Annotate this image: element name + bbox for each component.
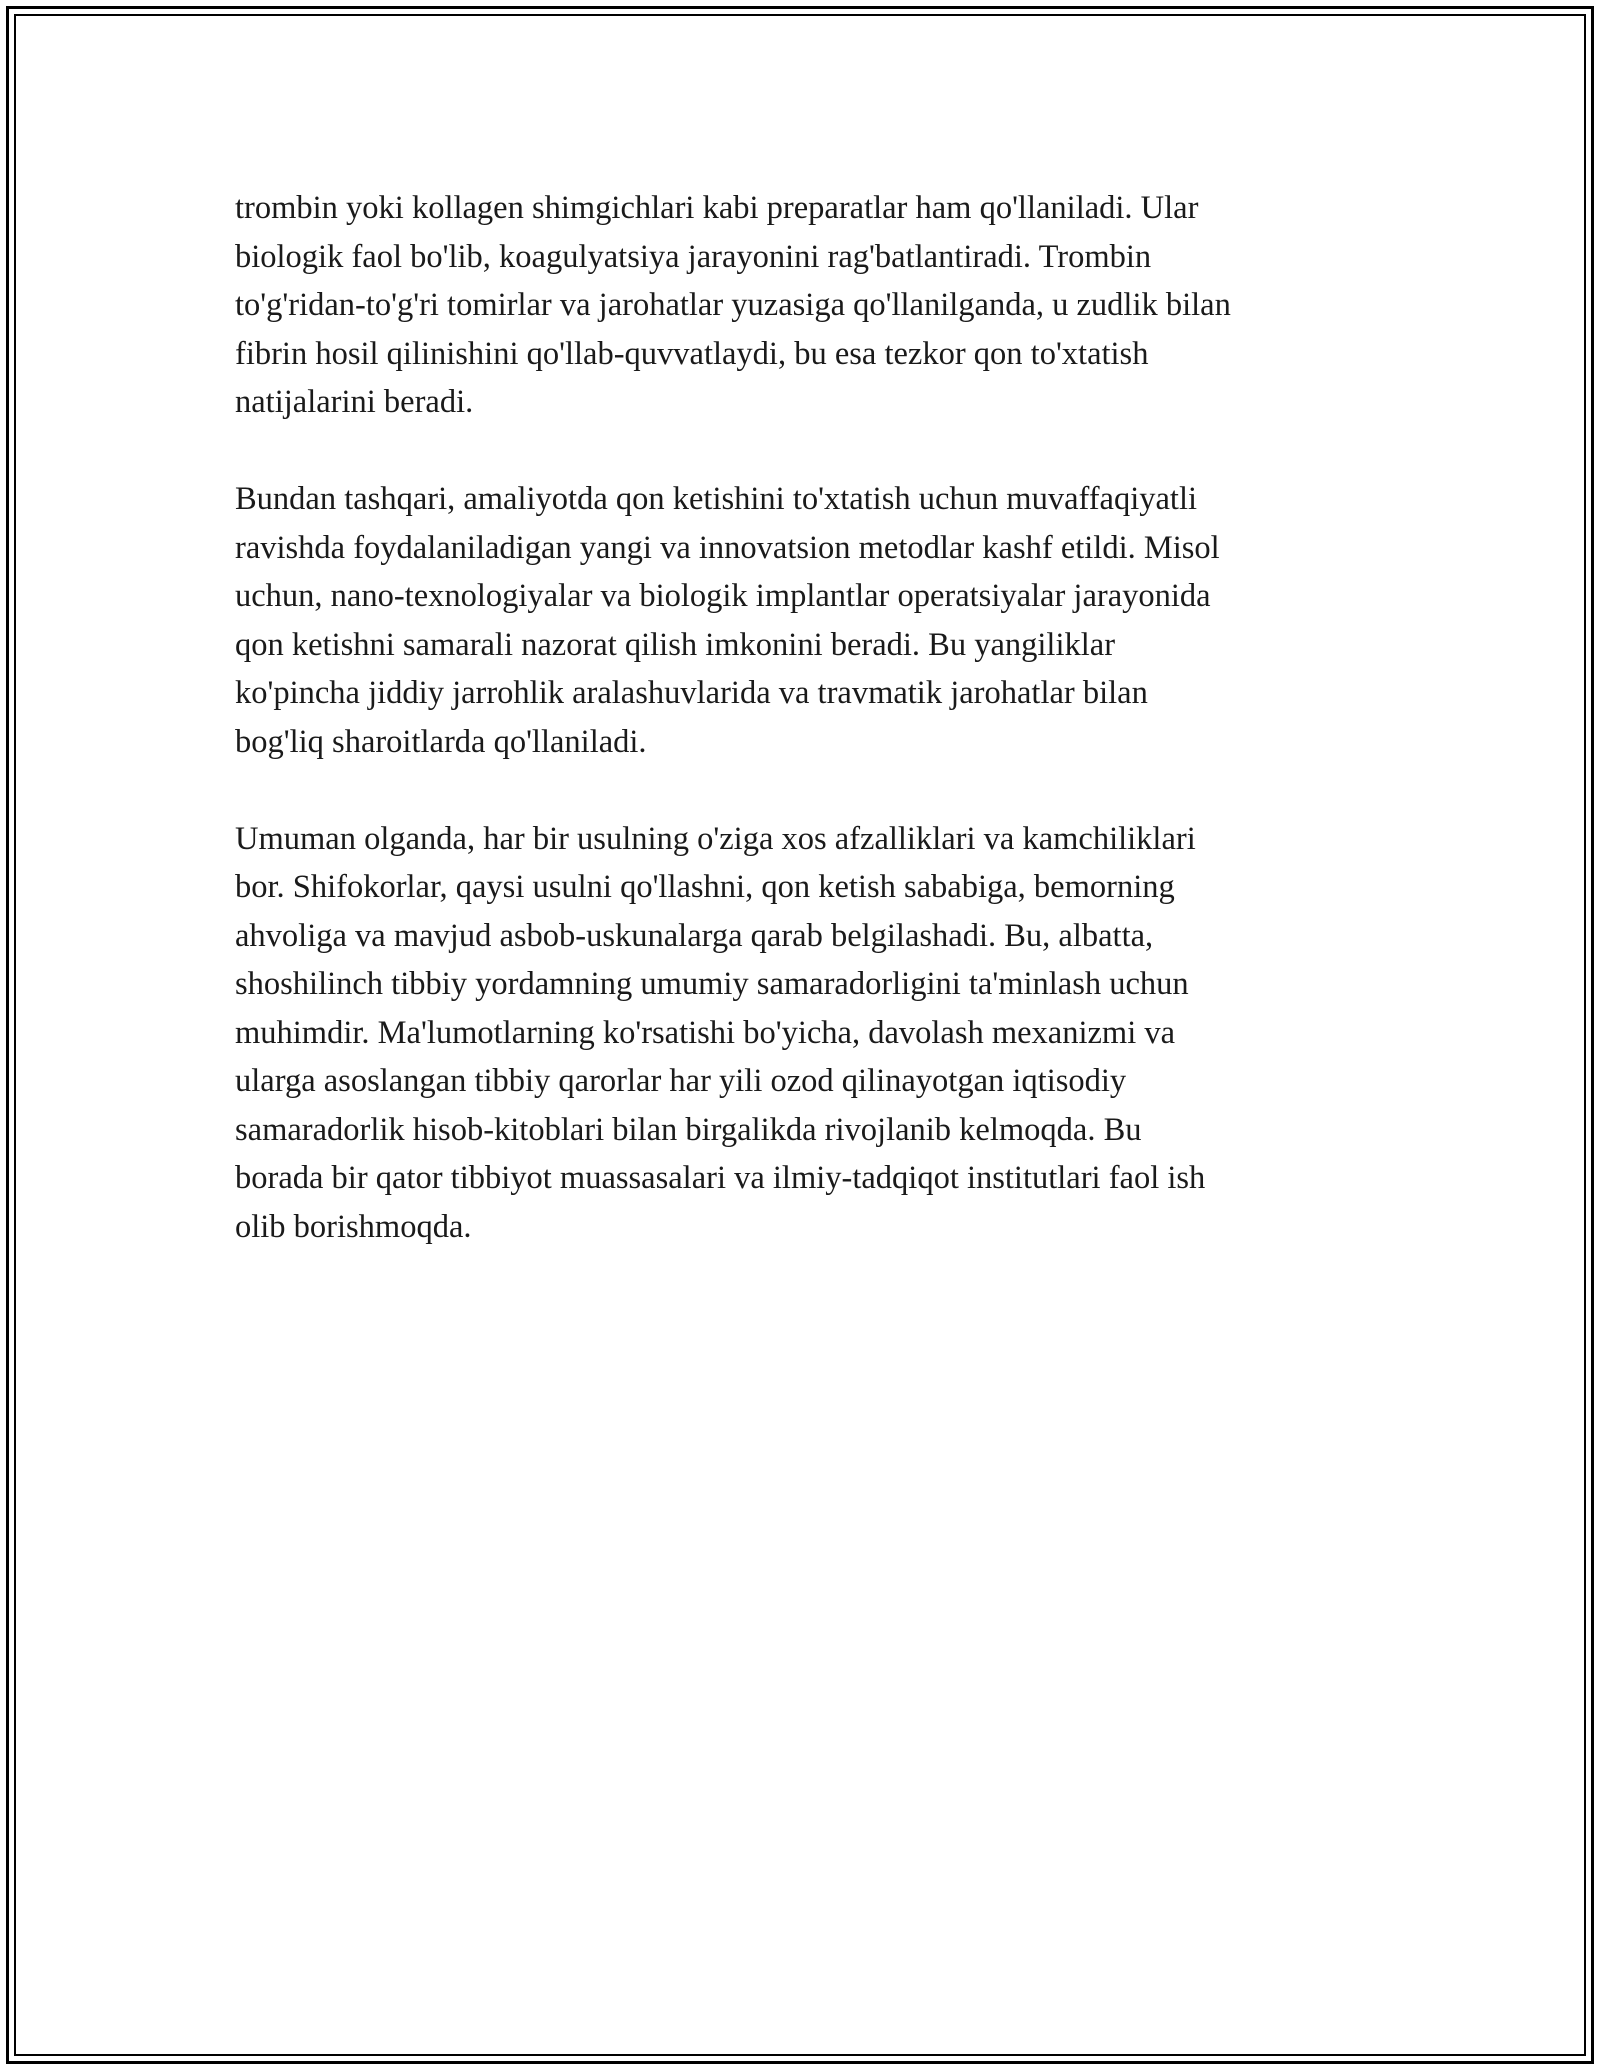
text-line: ko'pincha jiddiy jarrohlik aralashuvlarida va travmatik jarohatlar bilan <box>235 675 1148 711</box>
text-line: fibrin hosil qilinishini qo'llab-quvvatlaydi, bu esa tezkor qon to'xtatish <box>235 335 1149 372</box>
text-line: bor. Shifokorlar, qaysi usulni qo'llashni, qon ketish sababiga, bemorning <box>235 869 1175 905</box>
text-line: uchun, nano-texnologiyalar va biologik implantlar operatsiyalar jarayonida <box>235 578 1211 614</box>
paragraph-2 <box>235 475 1380 766</box>
text-line: Bundan tashqari, amaliyotda qon ketishini to'xtatish uchun muvaffaqiyatli <box>235 481 1198 517</box>
text-line: ahvoliga va mavjud asbob-uskunalarga qarab belgilashadi. Bu, albatta, <box>235 917 1154 954</box>
text-line: ravishda foydalaniladigan yangi va innovatsion metodlar kashf etildi. Misol <box>235 529 1220 566</box>
text-line: bog'liq sharoitlarda qo'llaniladi. <box>235 723 647 760</box>
text-line: borada bir qator tibbiyot muassasalari va ilmiy-tadqiqot institutlari faol ish <box>235 1160 1206 1196</box>
text-line: natijalarini beradi. <box>235 384 474 420</box>
text-line: trombin yoki kollagen shimgichlari kabi preparatlar ham qo'llaniladi. Ular <box>235 190 1199 226</box>
paragraph-3 <box>235 815 1380 1252</box>
text-line: to'g'ridan-to'g'ri tomirlar va jarohatlar yuzasiga qo'llanilganda, u zudlik bilan <box>235 287 1231 323</box>
text-line: qon ketishni samarali nazorat qilish imkonini beradi. Bu yangiliklar <box>235 626 1116 663</box>
text-line: shoshilinch tibbiy yordamning umumiy samaradorligini ta'minlash uchun <box>235 966 1189 1002</box>
paragraph-1 <box>235 184 1380 427</box>
text-line: olib borishmoqda. <box>235 1208 472 1245</box>
text-line: biologik faol bo'lib, koagulyatsiya jarayonini rag'batlantiradi. Trombin <box>235 238 1152 275</box>
text-line: ularga asoslangan tibbiy qarorlar har yili ozod qilinayotgan iqtisodiy <box>235 1063 1127 1099</box>
document-body <box>235 184 1380 1300</box>
text-line: samaradorlik hisob-kitoblari bilan birgalikda rivojlanib kelmoqda. Bu <box>235 1111 1142 1148</box>
text-line: muhimdir. Ma'lumotlarning ko'rsatishi bo'yicha, davolash mexanizmi va <box>235 1014 1176 1051</box>
text-line: Umuman olganda, har bir usulning o'ziga xos afzalliklari va kamchiliklari <box>235 820 1196 857</box>
